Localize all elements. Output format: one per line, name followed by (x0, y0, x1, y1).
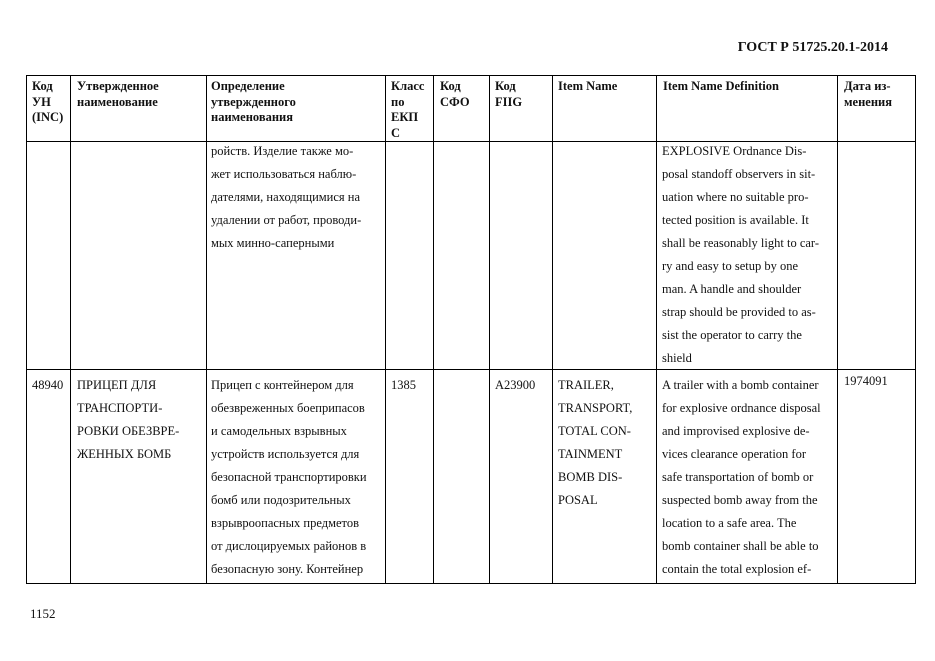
continuation-definition-ru (211, 140, 361, 255)
entry-name-ru (77, 374, 179, 466)
text-line: suspected bomb away from the (662, 493, 818, 507)
text-line: TRANSPORT, (558, 401, 633, 415)
text-line: взрывроопасных предметов (211, 516, 359, 530)
text-line: EXPLOSIVE Ordnance Dis- (662, 144, 807, 158)
column-divider (552, 76, 553, 583)
text-line: TRAILER, (558, 378, 614, 392)
header-line: Код (440, 79, 461, 93)
text-line: for explosive ordnance disposal (662, 401, 821, 415)
header-line: Утвержденное (77, 79, 159, 93)
text-line: shield (662, 351, 692, 365)
header-line: УН (32, 94, 51, 109)
header-item-name-definition (663, 79, 838, 95)
column-divider (206, 76, 207, 583)
text-line: и самодельных взрывных (211, 424, 347, 438)
text-line: обезвреженных боеприпасов (211, 401, 365, 415)
text-line: vices clearance operation for (662, 447, 807, 461)
document-header: ГОСТ Р 51725.20.1-2014 (737, 40, 888, 55)
header-line: Дата из- (844, 79, 891, 93)
entry-definition-en (662, 374, 821, 581)
header-line: Item Name (558, 79, 618, 93)
page-number: 1152 (30, 606, 56, 621)
text-line: safe transportation of bomb or (662, 470, 814, 484)
header-approved-name (77, 79, 202, 110)
text-line: ry and easy to setup by one (662, 259, 799, 273)
text-line: TAINMENT (558, 447, 623, 461)
text-line: POSAL (558, 493, 598, 507)
header-line: FIIG (495, 94, 523, 109)
text-line: uation where no suitable pro- (662, 190, 809, 204)
table-header-row (27, 76, 915, 142)
header-line: Item Name Definition (663, 79, 779, 93)
header-definition (211, 79, 381, 126)
text-line: bomb container shall be able to (662, 539, 819, 553)
text-line: от дислоцируемых районов в (211, 539, 367, 553)
entry-item-name (558, 374, 632, 512)
text-line: ПРИЦЕП ДЛЯ (77, 378, 157, 392)
header-line: ЕКП (391, 110, 419, 124)
text-line: TOTAL CON- (558, 424, 631, 438)
text-line: strap should be provided to as- (662, 305, 816, 319)
text-line: posal standoff observers in sit- (662, 167, 816, 181)
text-line: дателями, находящимися на (211, 190, 361, 204)
entry-change-date: 1974091 (844, 374, 888, 388)
header-line: по (391, 94, 405, 109)
column-divider (656, 76, 657, 583)
text-line: мых минно-саперными (211, 236, 335, 250)
header-line: утвержденного (211, 94, 296, 109)
header-line: наименование (77, 94, 158, 109)
continuation-definition-en (662, 140, 819, 370)
text-line: ЖЕННЫХ БОМБ (77, 447, 172, 461)
header-line: наименования (211, 110, 294, 124)
header-line: Класс (391, 79, 425, 93)
header-line: СФО (440, 94, 470, 109)
text-line: ройств. Изделие также мо- (211, 144, 354, 158)
entry-definition-ru (211, 374, 367, 581)
text-line: man. A handle and shoulder (662, 282, 802, 296)
entry-inc: 48940 (32, 378, 64, 392)
text-line: Прицеп с контейнером для (211, 378, 354, 392)
header-line: менения (844, 94, 892, 109)
text-line: жет использоваться наблю- (211, 167, 357, 181)
header-line: Код (32, 79, 53, 93)
column-divider (489, 76, 490, 583)
text-line: РОВКИ ОБЕЗВРЕ- (77, 424, 180, 438)
text-line: and improvised explosive de- (662, 424, 810, 438)
column-divider (385, 76, 386, 583)
text-line: ТРАНСПОРТИ- (77, 401, 163, 415)
header-line: Определение (211, 79, 285, 93)
header-change-date (844, 79, 914, 110)
text-line: бомб или подозрительных (211, 493, 351, 507)
text-line: sist the operator to carry the (662, 328, 802, 342)
header-line: С (391, 125, 401, 140)
column-divider (837, 76, 838, 583)
text-line: BOMB DIS- (558, 470, 623, 484)
header-sfo (440, 79, 485, 110)
entry-class: 1385 (391, 378, 416, 392)
text-line: location to a safe area. The (662, 516, 797, 530)
text-line: безопасную зону. Контейнер (211, 562, 364, 576)
text-line: contain the total explosion ef- (662, 562, 812, 576)
header-fiig (495, 79, 550, 110)
text-line: A trailer with a bomb container (662, 378, 819, 392)
text-line: shall be reasonably light to car- (662, 236, 819, 250)
data-table (26, 75, 916, 584)
text-line: устройств используется для (211, 447, 360, 461)
column-divider (70, 76, 71, 583)
header-item-name (558, 79, 653, 95)
column-divider (433, 76, 434, 583)
text-line: безопасной транспортировки (211, 470, 367, 484)
header-inc (32, 79, 70, 126)
text-line: удалении от работ, проводи- (211, 213, 362, 227)
header-line: Код (495, 79, 516, 93)
entry-fiig: A23900 (495, 378, 536, 392)
header-class (391, 79, 431, 141)
text-line: tected position is available. It (662, 213, 809, 227)
header-line: (INC) (32, 110, 64, 124)
